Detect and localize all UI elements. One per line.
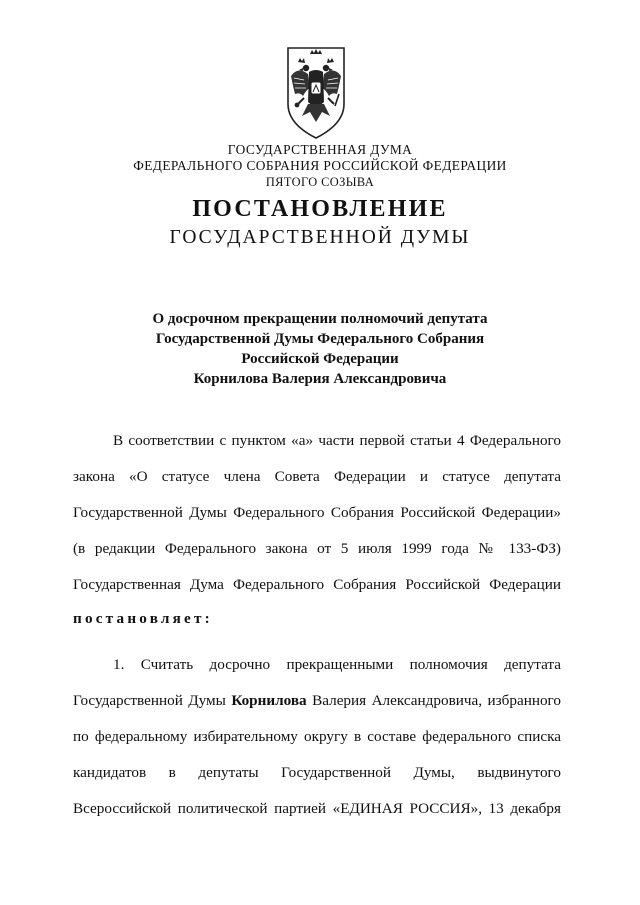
item1-line3: по федеральному избирательному округу в составе федерального списка	[73, 728, 561, 745]
document-title-line3: Российской Федерации	[241, 351, 399, 367]
document-title-line1: О досрочном прекращении полномочий депутата	[152, 311, 488, 327]
item1-line2-after: Валерия Александровича, избранного	[306, 692, 561, 709]
preamble-line5: Государственная Дума Федерального Собрания Российской Федерации	[73, 576, 561, 593]
preamble-line1: В соответствии с пунктом «а» части первой статьи 4 Федерального	[113, 432, 561, 449]
item1-line4: кандидатов в депутаты Государственной Думы, выдвинутого	[73, 764, 561, 781]
russian-coat-of-arms-icon	[284, 46, 348, 140]
resolves-word: постановляет:	[73, 610, 213, 627]
document-title-line4: Корнилова Валерия Александровича	[193, 371, 447, 387]
document-type-subheading: ГОСУДАРСТВЕННОЙ ДУМЫ	[169, 227, 471, 248]
item1-line5: Всероссийской политической партией «ЕДИНАЯ РОССИЯ», 13 декабря	[73, 800, 561, 817]
org-name-line2: ФЕДЕРАЛЬНОГО СОБРАНИЯ РОССИЙСКОЙ ФЕДЕРАЦИИ	[133, 158, 507, 173]
convocation: ПЯТОГО СОЗЫВА	[265, 175, 375, 189]
org-name-line1: ГОСУДАРСТВЕННАЯ ДУМА	[227, 142, 413, 157]
item1-line2-before: Государственной Думы	[73, 692, 232, 709]
item1-line1: 1. Считать досрочно прекращенными полномочия депутата	[113, 656, 561, 673]
preamble-line2: закона «О статусе члена Совета Федерации и статусе депутата	[73, 468, 561, 485]
item1-line2	[73, 692, 561, 710]
preamble-line4: (в редакции Федерального закона от 5 июля 1999 года № 133-ФЗ)	[73, 540, 561, 557]
deputy-surname: Корнилова	[231, 692, 307, 709]
document-type-heading: ПОСТАНОВЛЕНИЕ	[192, 196, 448, 222]
document-title-line2: Государственной Думы Федерального Собрания	[155, 331, 485, 347]
preamble-line3: Государственной Думы Федерального Собрания Российской Федерации»	[73, 504, 561, 521]
